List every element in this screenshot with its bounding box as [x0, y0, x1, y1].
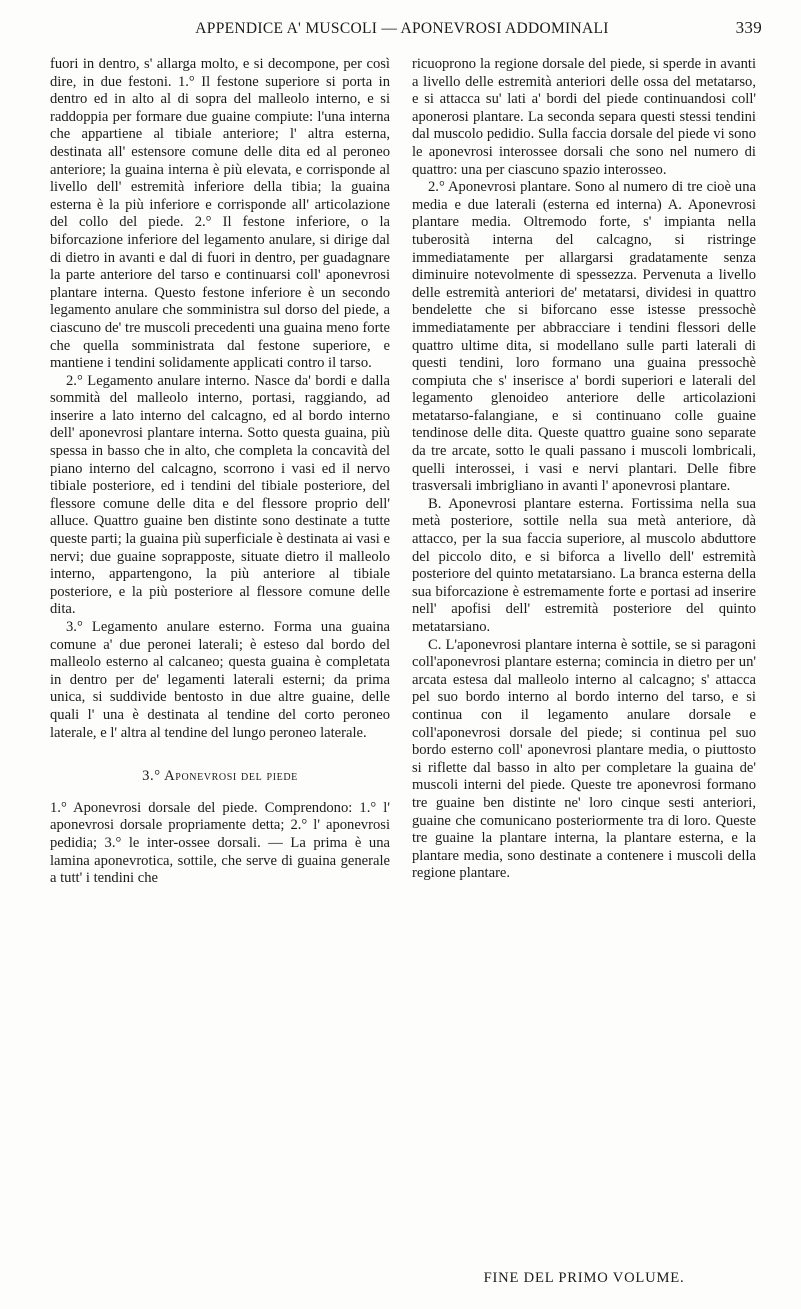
paragraph: C. L'aponevrosi plantare interna è sottile, se si paragoni coll'aponevrosi plantare esterna; comincia in dietro per un' arcata estesa dal malleolo interno al calcagno; s' attacca pel suo bordo interno al bordo interno del tarso, e si continua con il legamento anulare dorsale e coll'aponevrosi dorsale del piede; si continua pel suo bordo esterno coll' aponevrosi plantare media, o piuttosto si riflette dal basso in alto per completare la guaina de' muscoli interni del piede. Queste tre aponevrosi formano tre guaine ben distinte ne' loro cinque sesti anteriori, guaine che comunicano posteriormente tra di loro. Queste tre guaine la plantare interna, la plantare esterna, e la plantare media, sono destinate a contenere i muscoli della regione plantare.: [412, 636, 756, 882]
end-of-volume: FINE DEL PRIMO VOLUME.: [483, 1270, 685, 1286]
paragraph: B. Aponevrosi plantare esterna. Fortissima nella sua metà posteriore, sottile nella sua metà anteriore, dà attacco, per la sua faccia superiore, al muscolo abduttore del piccolo dito, e si biforca a livello dell' estremità posteriore del quinto metatarsiano. La branca esterna della sua biforcazione è estremamente forte e portasi ad inserire nell' apofisi dell' estremità posteriore del quinto metatarsiano.: [412, 495, 756, 635]
paragraph: ricuoprono la regione dorsale del piede, si sperde in avanti a livello delle estremità anteriori delle ossa del metatarso, e si attacca su' lati a' bordi del piede continuandosi coll' aponerosi plantare. La seconda separa questi stessi tendini dal muscolo pedidio. Sulla faccia dorsale del piede vi sono le aponevrosi interossee dorsali che sono nel numero di quattro: una per ciascuno spazio interosseo.: [412, 56, 756, 178]
paragraph: 2.° Aponevrosi plantare. Sono al numero di tre cioè una media e due laterali (esterna ed interna) A. Aponevrosi plantare media. Oltremodo forte, s' impianta nella tuberosità interna del calcagno, si ristringe immediatamente per allargarsi gradatamente senza diminuire notevolmente di spessezza. Pervenuta a livello delle estremità anteriori de' metatarsi, dividesi in quattro bendelette che si biforcano esse istesse pressochè immediatamente per abbracciare i tendini flessori delle quattro ultime dita, si modellano sulle parti laterali di questi tendini, loro formano una guaina pressochè compiuta che s' inserisce a' bordi superiori e laterali del legamento glenoideo anteriore delle articolazioni metatarso-falangiane, e si continuano colle guaine tendinose delle dita. Queste quattro guaine sono separate da tre arcate, sotto le quali passano i muscoli lombricali, quelli interossei, i vasi e nervi plantari. Delle fibre trasversali imbrigliano in avanti l' aponevrosi plantare.: [412, 179, 756, 495]
paragraph: 2.° Legamento anulare interno. Nasce da' bordi e dalla sommità del malleolo interno, portasi, raggiando, ad inserire a lato interno del calcagno, ed al bordo interno dell' aponevrosi plantare interna. Sotto questa guaina, più spessa in basso che in alto, che completa la concavità del piano interno del calcagno, scorrono i vasi ed il nervo tibiale posteriore, ed i tendini del tibiale posteriore, del flessore comune delle dita e del flessore proprio dell' alluce. Quattro guaine ben distinte sono destinate a tutte queste parti; la guaina più superficiale è destinata ai vasi e nervi; due guaine soprapposte, situate dietro il malleolo interno, appartengono, la più anteriore al tibiale posteriore, e la più posteriore al flessore comune delle dita.: [50, 372, 390, 618]
page-number: 339: [735, 18, 762, 37]
section-heading: 3.° Aponevrosi del piede: [142, 768, 298, 785]
left-column: [50, 56, 390, 888]
paragraph: 3.° Legamento anulare esterno. Forma una guaina comune a' due peronei laterali; è esteso dal bordo del malleolo esterno al calcaneo; questa guaina è completata in dentro per de' legamenti laterali esterni; da prima unica, si suddivide bentosto in due altre guaine, delle quali l' una è destinata al tendine del corto peroneo laterale, e l' altra al tendine del lungo peroneo laterale.: [50, 619, 390, 741]
page-header: [42, 14, 762, 48]
running-title: APPENDICE A' MUSCOLI — APONEVROSI ADDOMINALI: [195, 20, 609, 37]
paragraph: fuori in dentro, s' allarga molto, e si decompone, per così dire, in due festoni. 1.° Il festone superiore si porta in dentro ed in alto al di sopra del malleolo interno, e si raddoppia per formare due guaine compiute: l'una interna che appartiene al tibiale anteriore; l' altra esterna, destinata all' estensore comune delle dita ed al peroneo anteriore; la guaina interna è più elevata, e corrisponde al livello dell' estremità inferiore della tibia; la guaina esterna è la più inferiore e corrisponde all' articolazione del collo del piede. 2.° Il festone inferiore, o la biforcazione inferiore del legamento anulare, si dirige dal di dietro in avanti e dal di fuori in dentro, per guadagnare la parte anteriore del tarso e continuarsi coll' aponevrosi plantare interna. Questo festone inferiore è un secondo legamento anulare che somministra sul dorso del piede, a ciascuno de' tre muscoli precedenti una guaina meno forte che quella somministrata dal festone superiore, e mantiene i tendini solidamente applicati contro il tarso.: [50, 56, 390, 372]
right-column: [412, 56, 756, 883]
paragraph: 1.° Aponevrosi dorsale del piede. Comprendono: 1.° l' aponevrosi dorsale propriamente detta; 2.° l' aponevrosi pedidia; 3.° le inter-ossee dorsali. — La prima è una lamina aponevrotica, sottile, che serve di guaina generale a tutt' i tendini che: [50, 799, 390, 887]
